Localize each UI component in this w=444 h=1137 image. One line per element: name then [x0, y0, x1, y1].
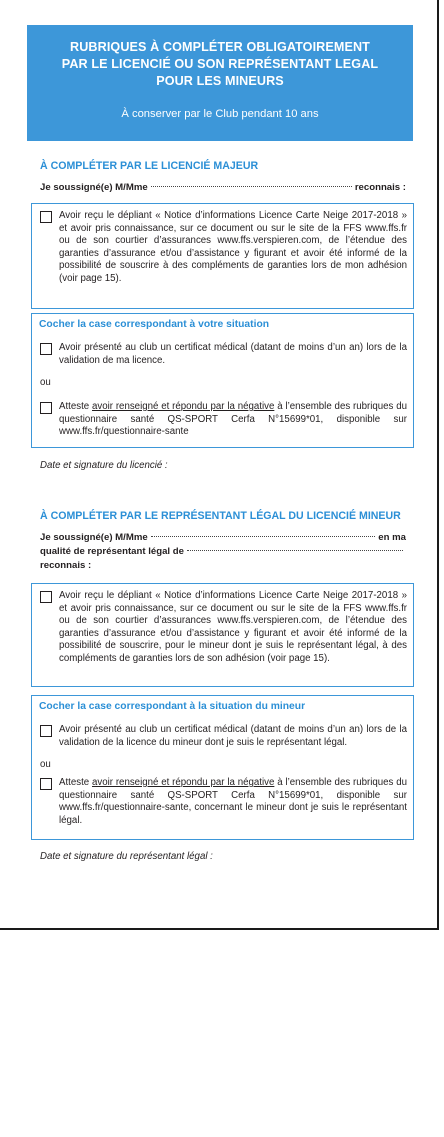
atteste-text: Atteste avoir renseigné et répondu par la négative à l’ensemble des rubriques du questionnaire santé QS-SPORT Cerfa N°15699*01, disponible sur www.ffs.fr/questionnaire-sante, concernant le mineur dont je suis le représentant légal.	[59, 777, 408, 826]
header-title-line: POUR LES MINEURS	[156, 74, 284, 88]
depliant-item-majeur	[40, 210, 407, 286]
signature-label-majeur: Date et signature du licencié :	[40, 460, 168, 471]
depliant-checkbox-mineur[interactable]	[40, 591, 52, 603]
qualite-label: en ma	[378, 532, 406, 543]
header-title	[27, 39, 413, 90]
header-title-line: PAR LE LICENCIÉ OU SON REPRÉSENTANT LEGAL	[61, 57, 379, 71]
certificat-text: Avoir présenté au club un certificat médical (datant de moins d’un an) lors de la validation de ma licence.	[59, 342, 407, 366]
situation-title-majeur: Cocher la case correspondant à votre situation	[39, 319, 270, 330]
certificat-text: Avoir présenté au club un certificat médical (datant de moins d’un an) lors de la validation de la licence du mineur dont je suis le représentant légal.	[59, 724, 407, 748]
name-input-majeur[interactable]	[151, 186, 352, 187]
section-title-mineur: À COMPLÉTER PAR LE REPRÉSENTANT LÉGAL DU LICENCIÉ MINEUR	[40, 510, 401, 522]
ou-label: ou	[40, 759, 51, 770]
depliant-item-mineur	[40, 590, 407, 666]
ou-label: ou	[40, 377, 51, 388]
atteste-checkbox-majeur[interactable]	[40, 402, 52, 414]
header-banner	[27, 25, 413, 141]
header-title-line: RUBRIQUES À COMPLÉTER OBLIGATOIREMENT	[70, 40, 370, 54]
header-subtitle: À conserver par le Club pendant 10 ans	[121, 108, 319, 120]
signature-label-mineur: Date et signature du représentant légal :	[40, 851, 213, 862]
reconnais-label: reconnais :	[40, 560, 92, 571]
depliant-text: Avoir reçu le dépliant « Notice d’informations Licence Carte Neige 2017-2018 » et avoir pris connaissance, sur ce document ou sur le site de la FFS www.ffs.fr ou de son courtier d’assurances www.ffs.verspieren.com, de l’étendue des garanties d’assurance et/ou d’assistance y figurant et avoir été informé de la possibilité de souscrire à des compléments de garanties lors de mon adhésion (voir page 15).	[59, 210, 407, 284]
depliant-checkbox-majeur[interactable]	[40, 211, 52, 223]
depliant-box-mineur	[31, 583, 414, 687]
minor-name-input[interactable]	[187, 550, 403, 551]
soussigne-label: Je soussigné(e) M/Mme	[40, 182, 148, 193]
depliant-text: Avoir reçu le dépliant « Notice d’informations Licence Carte Neige 2017-2018 » et avoir pris connaissance, sur ce document ou sur le site de la FFS www.ffs.fr ou de son courtier d’assurances www.ffs.verspieren.com, de l’étendue des garanties d’assurance et/ou d’assistance y figurant et avoir été informé de la possibilité de souscrire, pour le mineur dont je suis le représentant légal, à des compléments de garanties lors de son adhésion (voir page 15).	[59, 590, 407, 664]
qualite-line2: qualité de représentant légal de	[40, 546, 184, 557]
atteste-item-majeur	[40, 401, 407, 439]
certificat-item-majeur	[40, 342, 407, 367]
atteste-checkbox-mineur[interactable]	[40, 778, 52, 790]
atteste-text: Atteste avoir renseigné et répondu par la négative à l’ensemble des rubriques du questionnaire santé QS-SPORT Cerfa N°15699*01, disponible sur www.ffs.fr/questionnaire-sante	[59, 401, 408, 438]
atteste-item-mineur	[40, 777, 407, 827]
soussigne-label: Je soussigné(e) M/Mme	[40, 532, 148, 543]
depliant-box-majeur	[31, 203, 414, 309]
certificat-item-mineur	[40, 724, 407, 749]
certificat-checkbox-majeur[interactable]	[40, 343, 52, 355]
reconnais-label: reconnais :	[354, 182, 406, 193]
soussigne-line-mineur	[40, 531, 406, 573]
situation-box-mineur	[31, 695, 414, 840]
certificat-checkbox-mineur[interactable]	[40, 725, 52, 737]
situation-title-mineur: Cocher la case correspondant à la situation du mineur	[39, 701, 306, 712]
soussigne-line-majeur	[40, 181, 406, 195]
name-input-mineur[interactable]	[151, 536, 376, 537]
section-title-majeur: À COMPLÉTER PAR LE LICENCIÉ MAJEUR	[40, 160, 259, 172]
situation-box-majeur	[31, 313, 414, 448]
